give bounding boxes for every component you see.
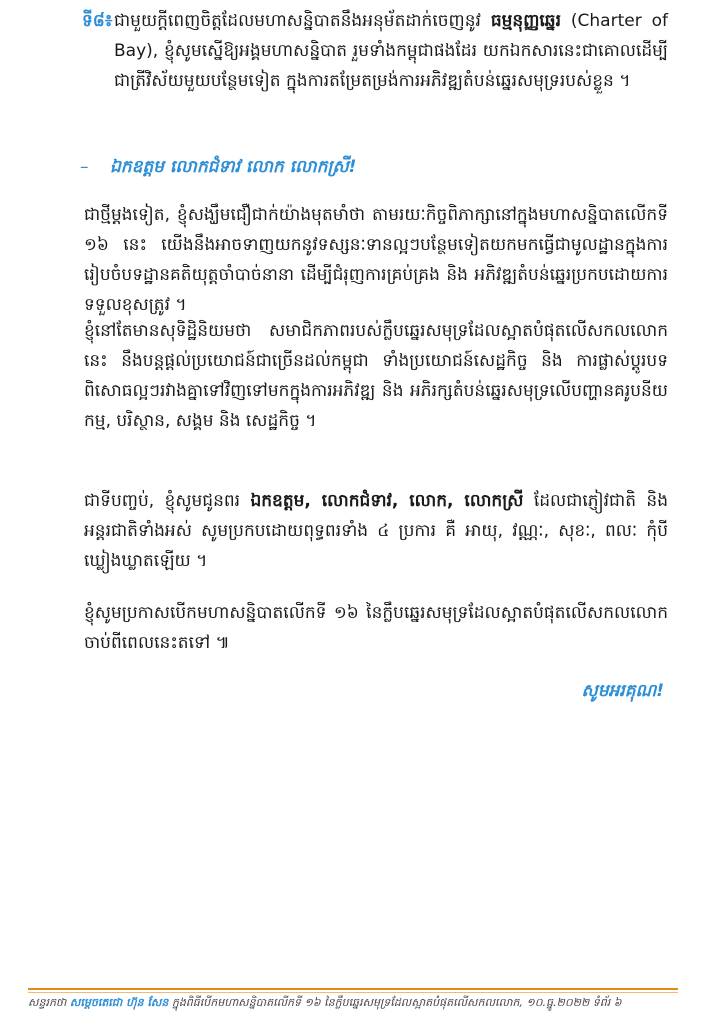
salutation-line xyxy=(80,152,660,182)
item-8-block xyxy=(82,6,668,96)
paragraph-opening-text: ខ្ញុំសូមប្រកាសបើកមហាសន្និបាតលើកទី ១៦ នៃក្លឹបឆ្នេរសមុទ្រដែលស្អាតបំផុតលើសកលលោក ចាប់ពីពេលនេះតទៅ ៕ xyxy=(84,603,668,653)
footer-divider xyxy=(28,988,678,990)
footer-divider-thin xyxy=(28,992,678,993)
item-text-before: ជាមួយក្ដីពេញចិត្តដែលមហាសន្និបាតនឹងអនុម័តដាក់ចេញនូវ xyxy=(114,11,481,31)
paragraph-opening-declaration xyxy=(84,598,668,658)
paragraph-optimism-text: ខ្ញុំនៅតែមានសុទិដ្ឋិនិយមថា សមាជិកភាពរបស់ក្លឹបឆ្នេរសមុទ្រដែលស្អាតបំផុតលើសកលលោកនេះ នឹងបន្តផ្ដល់ប្រយោជន៍ជាច្រើនដល់កម្ពុជា ទាំងប្រយោជន៍សេដ្ឋកិច្ច និង ការផ្លាស់ប្ដូរបទពិសោធល្អៗរវាងគ្នាទៅវិញទៅមកក្នុងការអភិវឌ្ឍ និង អភិរក្សតំបន់ឆ្នេរសមុទ្រលើបញ្ហានគរូបនីយកម្ម, បរិស្ថាន, សង្គម និង សេដ្ឋកិច្ច ។ xyxy=(84,321,668,431)
salutation-dash: – xyxy=(80,157,89,177)
footer-page-number: ទំព័រ ៦ xyxy=(592,996,622,1009)
paragraph-blessing-after: ដែលជាភ្ញៀវជាតិ និង អន្តរជាតិទាំងអស់ សូមប្រកបដោយពុទ្ធពរទាំង ៤ ប្រការ គឺ អាយុ, វណ្ណៈ, សុខៈ, ពលៈ កុំបីឃ្លៀងឃ្លាតឡើយ ។ xyxy=(84,491,668,571)
item-8-body xyxy=(114,6,668,96)
paragraph-optimism xyxy=(84,316,668,436)
paragraph-blessing-before: ជាទីបញ្ចប់, ខ្ញុំសូមជូនពរ xyxy=(84,491,241,511)
item-text-after: (Charter of Bay), ខ្ញុំសូមស្នើឱ្យអង្គមហាសន្និបាត រួមទាំងកម្ពុជាផងដែរ យកឯកសារនេះជាគោលដើម្បីជាត្រីវិស័យមួយបន្ថែមទៀត ក្នុងការតម្រែតម្រង់ការអភិវឌ្ឍតំបន់ឆ្នេរសមុទ្ររបស់ខ្លួន ។ xyxy=(114,11,669,91)
paragraph-blessing-honorifics: ឯកឧត្តម, លោកជំទាវ, លោក, លោកស្រី xyxy=(250,491,524,511)
charter-name: ធម្មនុញ្ញឆ្នេរ xyxy=(490,11,561,31)
footer-event: ក្នុងពិធីបើកមហាសន្និបាតលើកទី ១៦ នៃក្លឹបឆ្នេរសមុទ្រដែលស្អាតបំផុតលើសកលលោក, ១០.ធ្នូ.២០២២ xyxy=(171,996,590,1009)
footer-speaker: សម្ដេចតេជោ ហ៊ុន សែន xyxy=(69,996,169,1009)
salutation-text: ឯកឧត្តម លោកជំទាវ លោក លោកស្រី! xyxy=(110,157,357,177)
paragraph-blessing xyxy=(84,486,668,576)
closing-thanks: សូមអរគុណ! xyxy=(581,681,664,701)
page-footer xyxy=(28,995,678,1011)
item-number-label: ទី៨៖ xyxy=(82,11,113,31)
footer-prefix: សន្ទរកថា xyxy=(28,996,67,1009)
paragraph-hope xyxy=(84,200,668,320)
paragraph-hope-text: ជាថ្មីម្ដងទៀត, ខ្ញុំសង្ឃឹមជឿជាក់យ៉ាងមុតមាំថា តាមរយៈកិច្ចពិភាក្សានៅក្នុងមហាសន្និបាតលើកទី ១៦ នេះ យើងនឹងអាចទាញយកនូវទស្សនៈទានល្អៗបន្ថែមទៀតយកមកធ្វើជាមូលដ្ឋានក្នុងការរៀបចំបទដ្ឋានគតិយុត្តចាំបាច់នានា ដើម្បីជំរុញការគ្រប់គ្រង និង អភិវឌ្ឍតំបន់ឆ្នេរប្រកបដោយការទទួលខុសត្រូវ ។ xyxy=(84,205,668,315)
